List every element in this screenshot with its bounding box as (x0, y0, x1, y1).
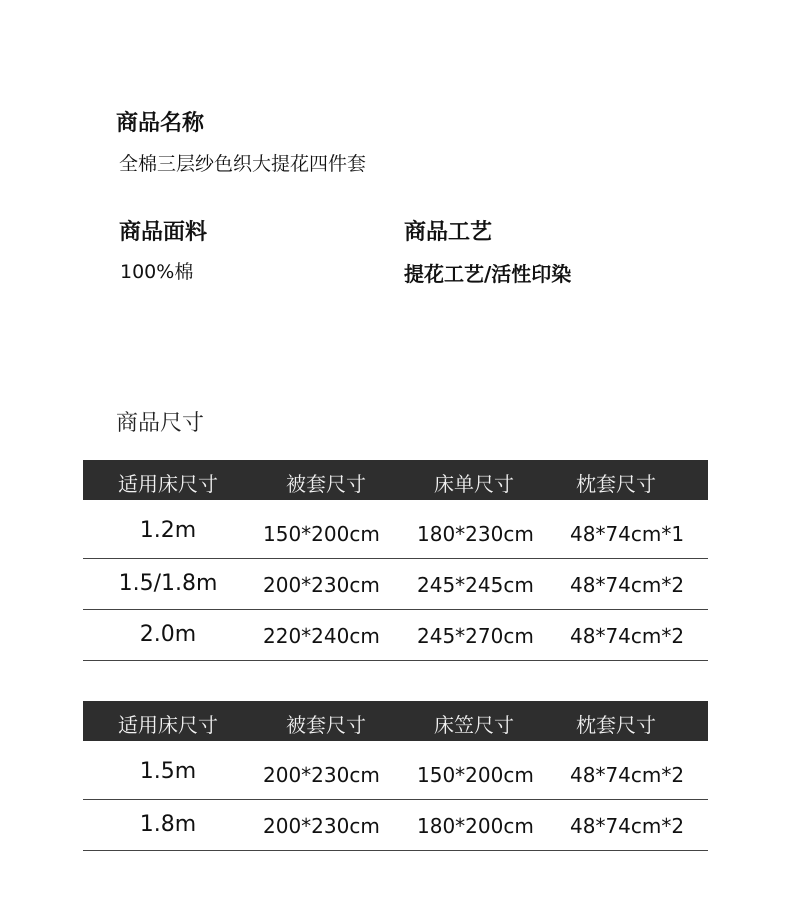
fabric-value: 100%棉 (120, 261, 194, 283)
header-fitted-sheet-size: 床笠尺寸 (434, 713, 514, 737)
table-row (83, 500, 708, 559)
size-section-title: 商品尺寸 (116, 411, 205, 436)
header-bed-size: 适用床尺寸 (118, 472, 218, 496)
sheet-size-cell: 245*270cm (417, 624, 534, 648)
table-row (83, 559, 708, 610)
pillowcase-size-cell: 48*74cm*2 (570, 624, 685, 648)
duvet-size-cell: 220*240cm (263, 624, 380, 648)
craft-value: 提花工艺/活性印染 (404, 262, 572, 286)
pillowcase-size-cell: 48*74cm*1 (570, 522, 685, 546)
table-row (83, 800, 708, 851)
duvet-size-cell: 200*230cm (263, 814, 380, 838)
bed-size-cell: 1.2m (139, 518, 197, 543)
bed-size-cell: 1.5m (139, 759, 197, 784)
header-pillowcase-size: 枕套尺寸 (576, 472, 656, 496)
size-table-2 (83, 701, 708, 851)
pillowcase-size-cell: 48*74cm*2 (570, 573, 685, 597)
duvet-size-cell: 200*230cm (263, 573, 380, 597)
pillowcase-size-cell: 48*74cm*2 (570, 814, 685, 838)
pillowcase-size-cell: 48*74cm*2 (570, 763, 685, 787)
product-name-value: 全棉三层纱色织大提花四件套 (119, 153, 367, 175)
header-duvet-size: 被套尺寸 (286, 472, 366, 496)
bed-size-cell: 1.8m (139, 812, 197, 837)
table-row (83, 741, 708, 800)
fitted-sheet-size-cell: 180*200cm (417, 814, 534, 838)
bed-size-cell: 1.5/1.8m (118, 571, 218, 596)
duvet-size-cell: 200*230cm (263, 763, 380, 787)
size-table-1 (83, 460, 708, 661)
fabric-label: 商品面料 (119, 220, 208, 245)
header-duvet-size: 被套尺寸 (286, 713, 366, 737)
fitted-sheet-size-cell: 150*200cm (417, 763, 534, 787)
header-sheet-size: 床单尺寸 (434, 472, 514, 496)
table-header (83, 701, 708, 741)
bed-size-cell: 2.0m (139, 622, 197, 647)
craft-label: 商品工艺 (404, 220, 493, 245)
sheet-size-cell: 245*245cm (417, 573, 534, 597)
sheet-size-cell: 180*230cm (417, 522, 534, 546)
product-name-label: 商品名称 (116, 111, 205, 136)
table-header (83, 460, 708, 500)
header-bed-size: 适用床尺寸 (118, 713, 218, 737)
table-row (83, 610, 708, 661)
duvet-size-cell: 150*200cm (263, 522, 380, 546)
header-pillowcase-size: 枕套尺寸 (576, 713, 656, 737)
